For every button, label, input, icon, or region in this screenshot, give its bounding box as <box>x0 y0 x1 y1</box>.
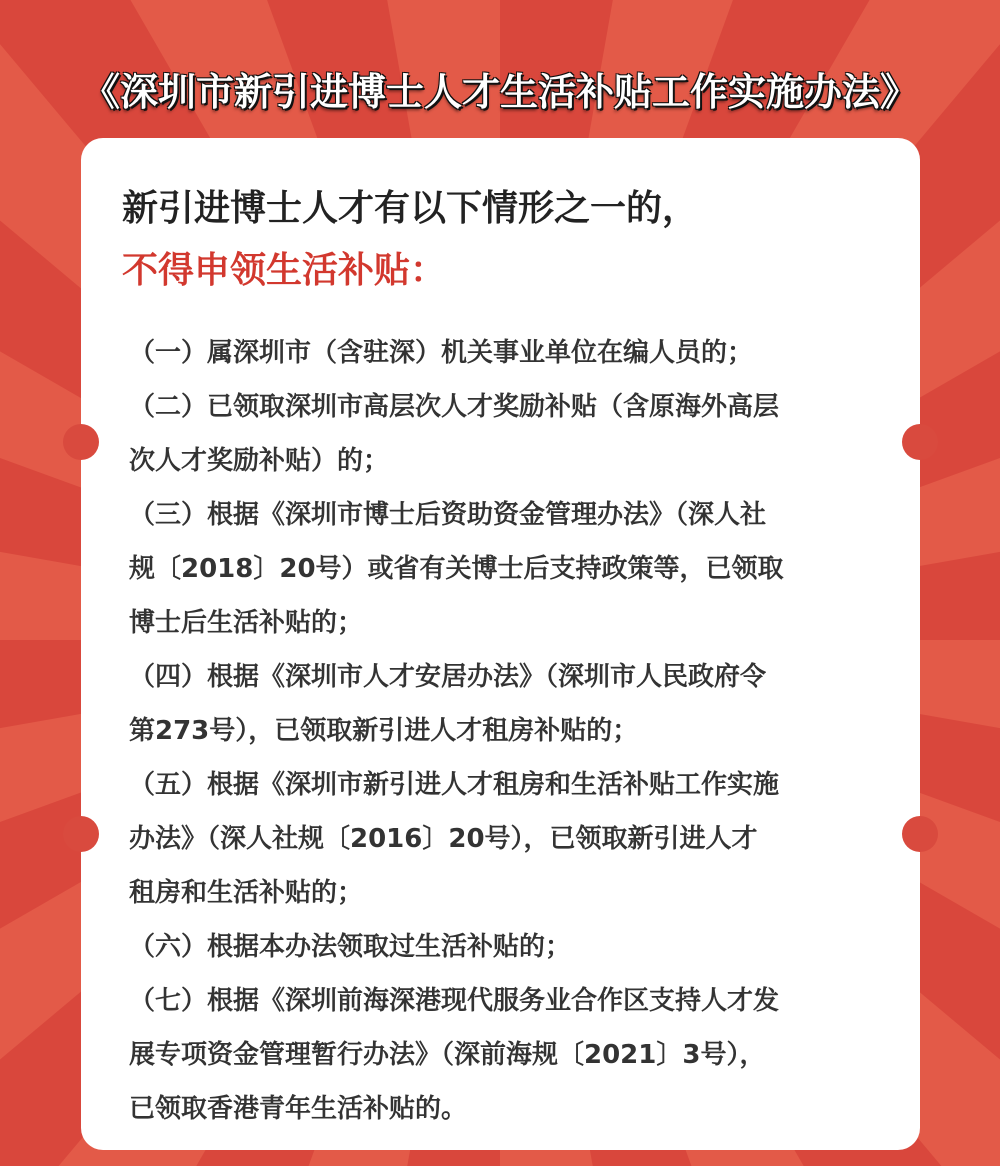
condition-item-line: 办法》（深人社规〔2016〕20号），已领取新引进人才 <box>129 824 758 854</box>
condition-item-2 <box>129 380 864 488</box>
condition-item-line: （一）属深圳市（含驻深）机关事业单位在编人员的； <box>129 338 754 368</box>
condition-item-4 <box>129 650 864 758</box>
condition-item-line: 已领取香港青年生活补贴的。 <box>129 1094 468 1124</box>
condition-item-1 <box>129 326 864 380</box>
condition-item-3 <box>129 488 864 650</box>
content-card <box>81 138 920 1150</box>
condition-item-line: （六）根据本办法领取过生活补贴的； <box>129 932 572 962</box>
condition-item-7 <box>129 974 864 1136</box>
card-heading <box>122 178 882 302</box>
heading-line-2-highlight: 不得申领生活补贴： <box>122 250 447 291</box>
condition-item-line: （三）根据《深圳市博士后资助资金管理办法》（深人社 <box>129 500 767 530</box>
heading-line-1: 新引进博士人才有以下情形之一的， <box>122 188 699 229</box>
condition-item-line: （二）已领取深圳市高层次人才奖励补贴（含原海外高层 <box>129 392 780 422</box>
condition-item-line: （四）根据《深圳市人才安居办法》（深圳市人民政府令 <box>129 662 767 692</box>
card-notch-right-lower <box>902 816 938 852</box>
card-notch-left-upper <box>63 424 99 460</box>
condition-item-5 <box>129 758 864 920</box>
condition-item-line: 租房和生活补贴的； <box>129 878 364 908</box>
condition-item-line: （五）根据《深圳市新引进人才租房和生活补贴工作实施 <box>129 770 780 800</box>
condition-item-6 <box>129 920 864 974</box>
card-notch-left-lower <box>63 816 99 852</box>
condition-list <box>129 326 864 1136</box>
condition-item-line: 第273号），已领取新引进人才租房补贴的； <box>129 716 639 746</box>
condition-item-line: 规〔2018〕20号）或省有关博士后支持政策等，已领取 <box>129 554 784 584</box>
condition-item-line: （七）根据《深圳前海深港现代服务业合作区支持人才发 <box>129 986 780 1016</box>
condition-item-line: 展专项资金管理暂行办法》（深前海规〔2021〕3号）， <box>129 1040 766 1070</box>
condition-item-line: 次人才奖励补贴）的； <box>129 446 390 476</box>
page-title: 《深圳市新引进博士人才生活补贴工作实施办法》 <box>81 70 918 114</box>
card-notch-right-upper <box>902 424 938 460</box>
condition-item-line: 博士后生活补贴的； <box>129 608 364 638</box>
